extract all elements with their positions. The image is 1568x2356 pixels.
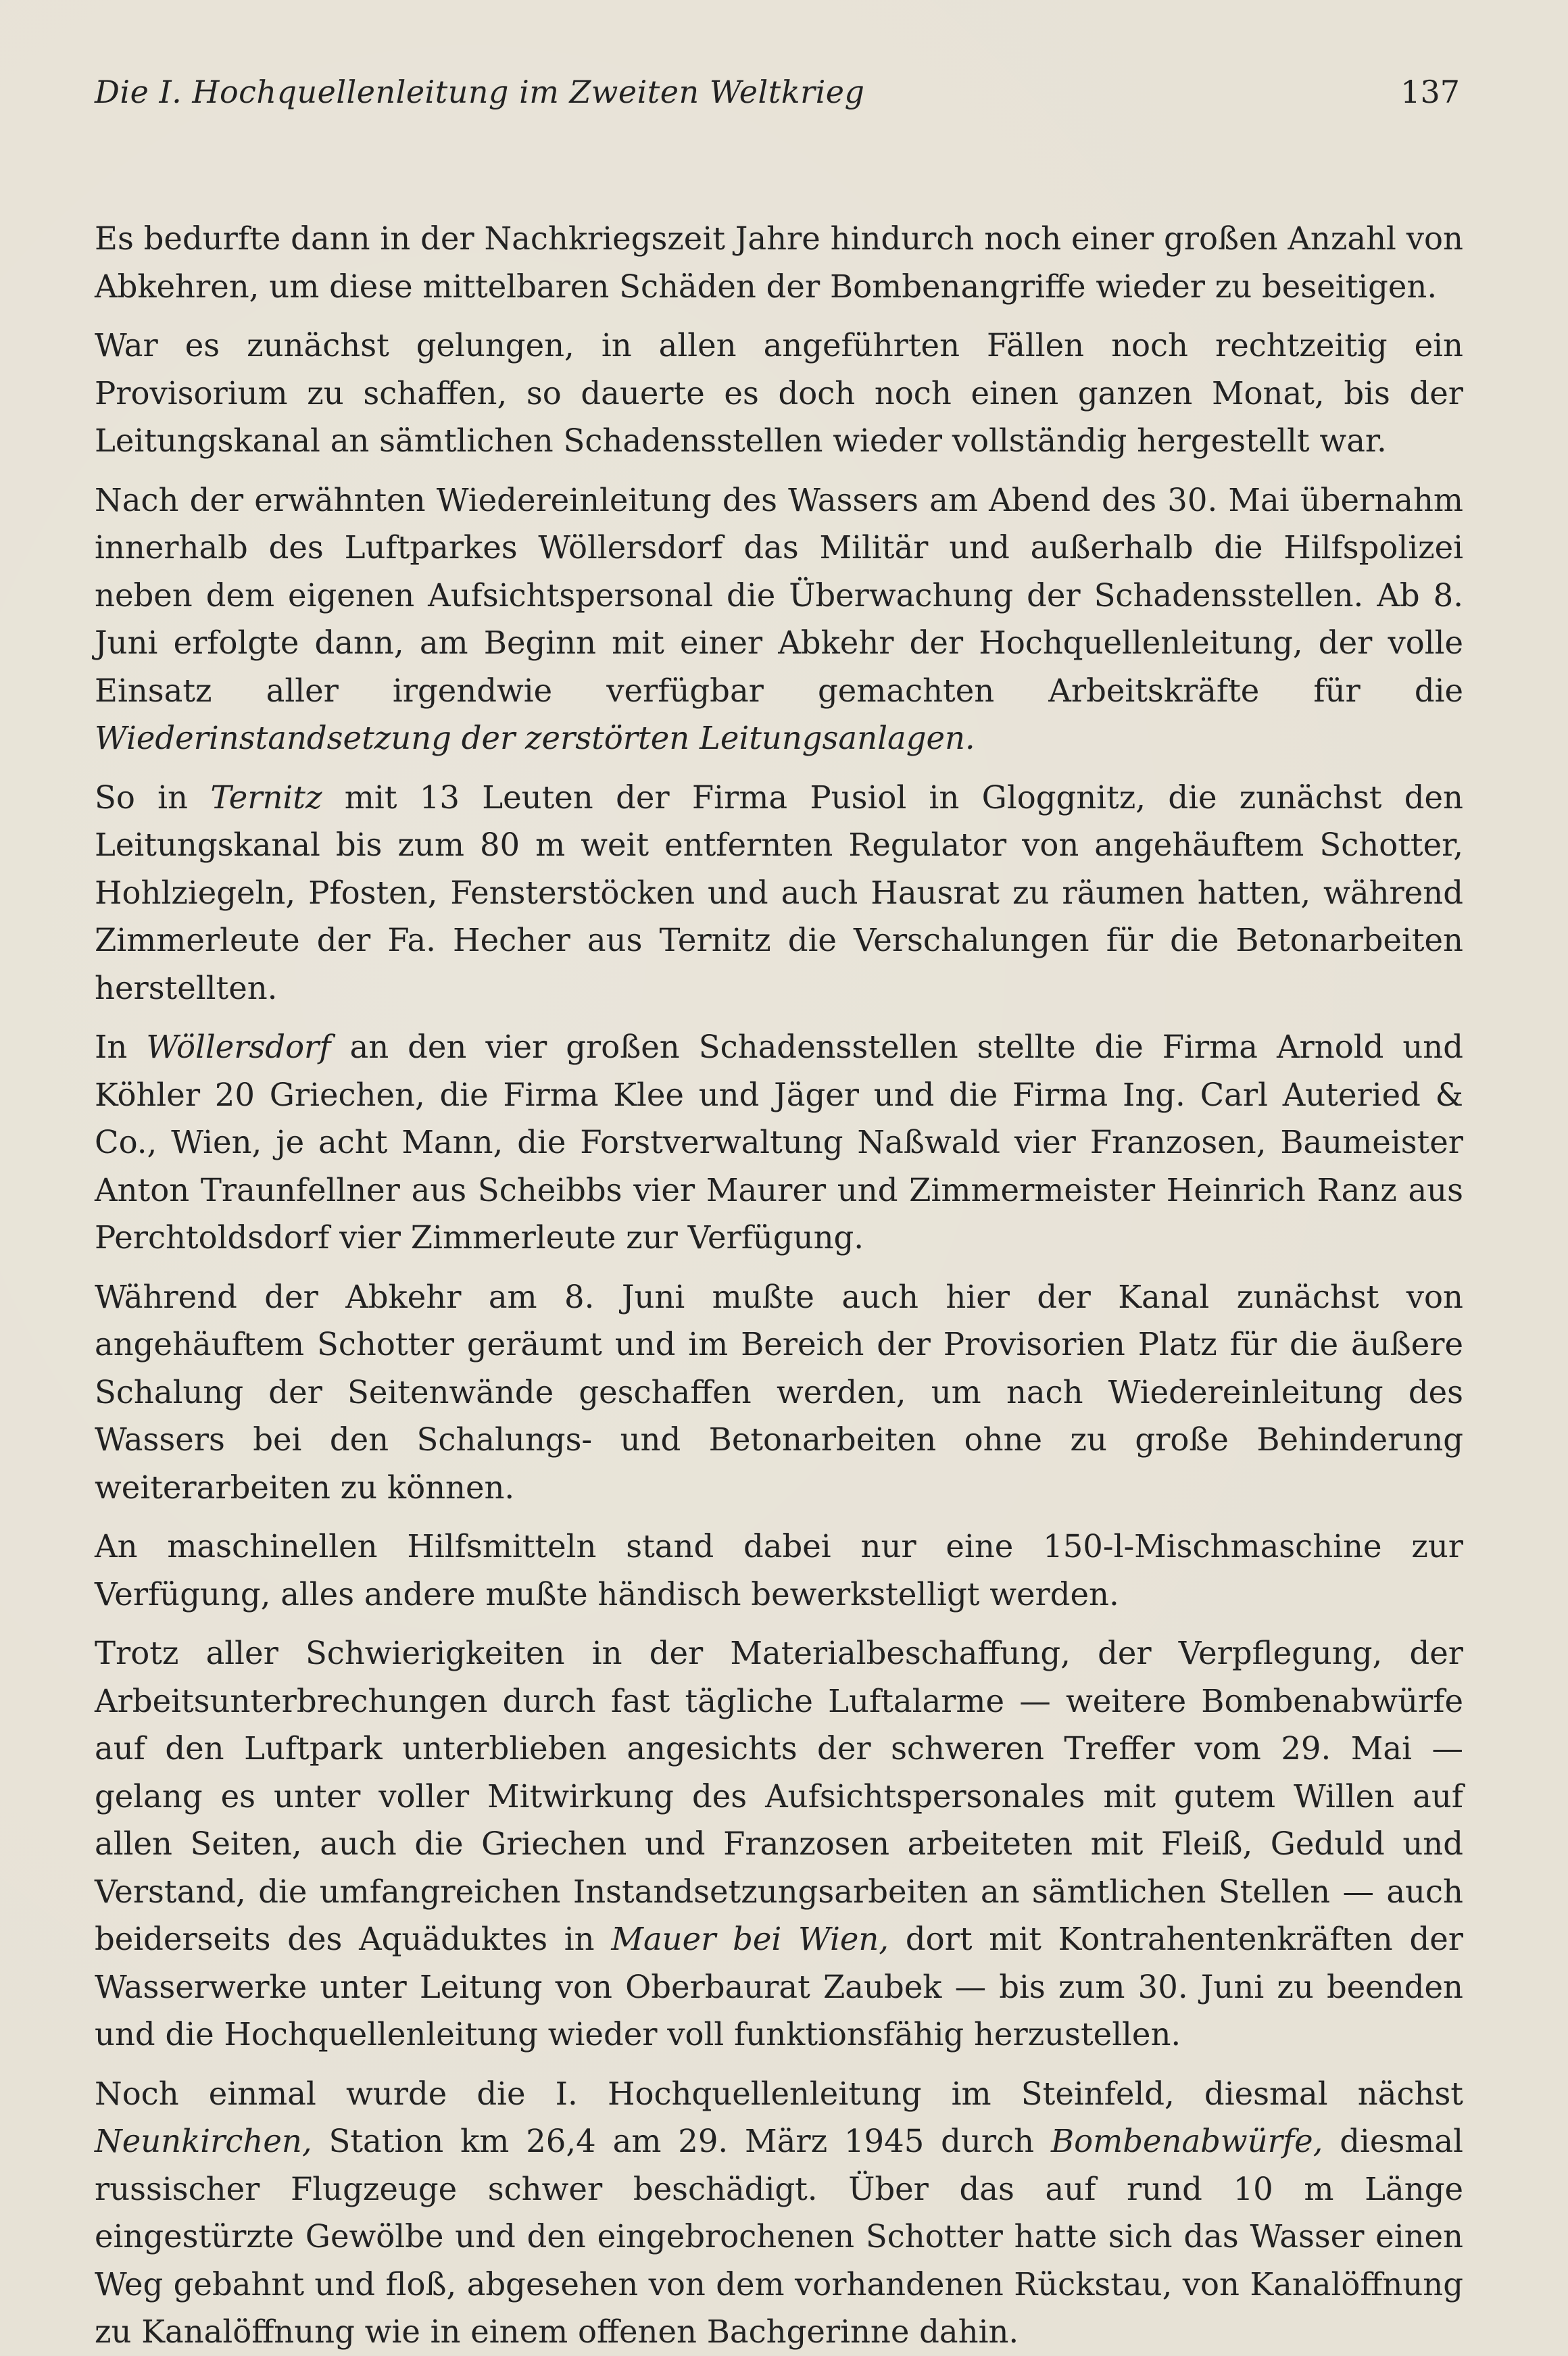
paragraph <box>95 774 1463 1012</box>
paragraph <box>95 1023 1463 1262</box>
text-segment: mit 13 Leuten der Firma Pusiol in Gloggnitz, die zunächst den Leitungskanal bis zum 80 m weit entfernten Regulator von angehäuftem Schotter, Hohlziegeln, Pfosten, Fensterstöcken und auch Hausrat zu räumen hatten, während Zimmerleute der Fa. Hecher aus Ternitz die Verschalungen für die Betonarbeiten herstellten. <box>95 779 1464 1006</box>
paragraph <box>95 215 1463 310</box>
text-segment: Noch einmal wurde die I. Hochquellenleitung im Steinfeld, diesmal nächst <box>95 2075 1463 2112</box>
text-segment: War es zunächst gelungen, in allen angeführten Fällen noch rechtzeitig ein Provisorium zu schaffen, so dauerte es doch noch einen ganzen Monat, bis der Leitungskanal an sämtlichen Schadensstellen wieder vollständig hergestellt war. <box>95 327 1463 459</box>
text-segment: An maschinellen Hilfsmitteln stand dabei nur eine 150-l-Mischmaschine zur Verfügung, alles andere mußte händisch bewerkstelligt werden. <box>95 1528 1463 1613</box>
italic-text-segment: Neunkirchen, <box>95 2123 312 2159</box>
text-segment: dort mit Kontrahentenkräften der Wasserwerke unter Leitung von Oberbaurat Zaubek — bis zum 30. Juni zu beenden und die Hochquellenleitung wieder voll funktionsfähig herzustellen. <box>95 1921 1463 2053</box>
text-segment: Während der Abkehr am 8. Juni mußte auch hier der Kanal zunächst von angehäuftem Schotter geräumt und im Bereich der Provisorien Platz für die äußere Schalung der Seitenwände geschaffen werden, um nach Wiedereinleitung des Wassers bei den Schalungs- und Betonarbeiten ohne zu große Behinderung weiterarbeiten zu können. <box>95 1278 1463 1506</box>
italic-text-segment: Wöllersdorf <box>146 1029 331 1065</box>
text-segment: Nach der erwähnten Wiedereinleitung des Wassers am Abend des 30. Mai übernahm innerhalb des Luftparkes Wöllersdorf das Militär und außerhalb die Hilfspolizei neben dem eigenen Aufsichtspersonal die Überwachung der Schadensstellen. Ab 8. Juni erfolgte dann, am Beginn mit einer Abkehr der Hochquellenleitung, der volle Einsatz aller irgendwie verfügbar gemachten Arbeitskräfte für die <box>95 481 1463 709</box>
page-number: 137 <box>1400 74 1460 110</box>
italic-text-segment: Ternitz <box>210 779 322 816</box>
paragraph <box>95 1273 1463 1512</box>
page-header <box>95 65 1460 119</box>
paragraph <box>95 476 1463 762</box>
italic-text-segment: Bombenabwürfe, <box>1050 2123 1323 2159</box>
italic-text-segment: Mauer bei Wien, <box>611 1921 889 1957</box>
paragraph <box>95 322 1463 465</box>
running-title: Die I. Hochquellenleitung im Zweiten Weltkrieg <box>95 74 865 110</box>
text-segment: In <box>95 1029 147 1065</box>
text-segment: Trotz aller Schwierigkeiten in der Materialbeschaffung, der Verpflegung, der Arbeitsunterbrechungen durch fast tägliche Luftalarme — weitere Bombenabwürfe auf den Luftpark unterblieben angesichts der schweren Treffer vom 29. Mai — gelang es unter voller Mitwirkung des Aufsichtspersonales mit gutem Willen auf allen Seiten, auch die Griechen und Franzosen arbeiteten mit Fleiß, Geduld und Verstand, die umfangreichen Instandsetzungsarbeiten an sämtlichen Stellen — auch beiderseits des Aquäduktes in <box>95 1635 1463 1957</box>
body-text <box>95 215 1463 2356</box>
text-segment: So in <box>95 779 211 816</box>
text-segment: Es bedurfte dann in der Nachkriegszeit Jahre hindurch noch einer großen Anzahl von Abkehren, um diese mittelbaren Schäden der Bombenangriffe wieder zu beseitigen. <box>95 220 1463 305</box>
text-segment: Station km 26,4 am 29. März 1945 durch <box>312 2123 1051 2159</box>
italic-text-segment: Wiederinstandsetzung der zerstörten Leitungsanlagen. <box>95 720 975 756</box>
text-segment: an den vier großen Schadensstellen stellte die Firma Arnold und Köhler 20 Griechen, die Firma Klee und Jäger und die Firma Ing. Carl Auteried & Co., Wien, je acht Mann, die Forstverwaltung Naßwald vier Franzosen, Baumeister Anton Traunfellner aus Scheibbs vier Maurer und Zimmermeister Heinrich Ranz aus Perchtoldsdorf vier Zimmerleute zur Verfügung. <box>95 1029 1463 1256</box>
text-segment: diesmal russischer Flugzeuge schwer beschädigt. Über das auf rund 10 m Länge eingestürzte Gewölbe und den eingebrochenen Schotter hatte sich das Wasser einen Weg gebahnt und floß, abgesehen von dem vorhandenen Rückstau, von Kanalöffnung zu Kanalöffnung wie in einem offenen Bachgerinne dahin. <box>95 2123 1463 2350</box>
paragraph <box>95 2070 1463 2356</box>
paragraph <box>95 1523 1463 1618</box>
paragraph <box>95 1629 1463 2059</box>
